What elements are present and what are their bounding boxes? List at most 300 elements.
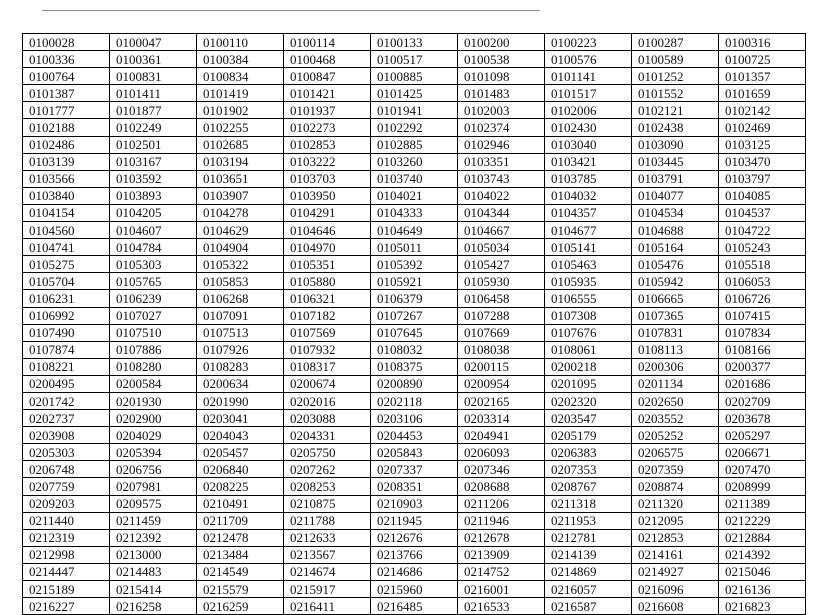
table-cell: 0214686 xyxy=(371,563,458,580)
table-row xyxy=(23,444,806,461)
table-cell: 0212998 xyxy=(23,546,110,563)
table-cell: 0101421 xyxy=(284,85,371,102)
table-cell: 0203908 xyxy=(23,427,110,444)
table-cell: 0211945 xyxy=(371,512,458,529)
table-cell: 0203314 xyxy=(458,410,545,427)
table-cell: 0107932 xyxy=(284,341,371,358)
table-cell: 0209203 xyxy=(23,495,110,512)
table-cell: 0107365 xyxy=(632,307,719,324)
table-cell: 0100847 xyxy=(284,68,371,85)
header-rule xyxy=(42,10,540,11)
table-cell: 0103167 xyxy=(110,153,197,170)
table-cell: 0200674 xyxy=(284,375,371,392)
table-cell: 0213766 xyxy=(371,546,458,563)
table-cell: 0102438 xyxy=(632,119,719,136)
table-cell: 0104291 xyxy=(284,204,371,221)
table-cell: 0206575 xyxy=(632,444,719,461)
table-cell: 0100028 xyxy=(23,34,110,51)
table-row xyxy=(23,51,806,68)
table-cell: 0102121 xyxy=(632,102,719,119)
table-cell: 0216411 xyxy=(284,598,371,615)
table-cell: 0105853 xyxy=(197,273,284,290)
table-cell: 0107669 xyxy=(458,324,545,341)
table-cell: 0102273 xyxy=(284,119,371,136)
table-cell: 0207981 xyxy=(110,478,197,495)
table-cell: 0105704 xyxy=(23,273,110,290)
table-row xyxy=(23,68,806,85)
table-cell: 0201742 xyxy=(23,392,110,409)
table-cell: 0105141 xyxy=(545,239,632,256)
table-cell: 0209575 xyxy=(110,495,197,512)
table-row xyxy=(23,581,806,598)
table-cell: 0104022 xyxy=(458,187,545,204)
table-cell: 0214674 xyxy=(284,563,371,580)
table-cell: 0216136 xyxy=(719,581,806,598)
table-cell: 0207346 xyxy=(458,461,545,478)
table-cell: 0202709 xyxy=(719,392,806,409)
table-cell: 0212319 xyxy=(23,529,110,546)
table-cell: 0211709 xyxy=(197,512,284,529)
table-cell: 0101252 xyxy=(632,68,719,85)
table-cell: 0103703 xyxy=(284,170,371,187)
table-cell: 0214139 xyxy=(545,546,632,563)
table-cell: 0104357 xyxy=(545,204,632,221)
table-cell: 0107926 xyxy=(197,341,284,358)
table-cell: 0204331 xyxy=(284,427,371,444)
table-cell: 0211206 xyxy=(458,495,545,512)
table-cell: 0100517 xyxy=(371,51,458,68)
table-cell: 0102685 xyxy=(197,136,284,153)
table-cell: 0200115 xyxy=(458,358,545,375)
table-cell: 0203547 xyxy=(545,410,632,427)
table-cell: 0107886 xyxy=(110,341,197,358)
table-row xyxy=(23,512,806,529)
table-cell: 0215414 xyxy=(110,581,197,598)
table-cell: 0108317 xyxy=(284,358,371,375)
table-row xyxy=(23,375,806,392)
table-cell: 0104649 xyxy=(371,222,458,239)
table-cell: 0101419 xyxy=(197,85,284,102)
table-cell: 0106726 xyxy=(719,290,806,307)
table-cell: 0204043 xyxy=(197,427,284,444)
table-cell: 0103797 xyxy=(719,170,806,187)
table-cell: 0210491 xyxy=(197,495,284,512)
table-cell: 0104646 xyxy=(284,222,371,239)
table-cell: 0202165 xyxy=(458,392,545,409)
table-row xyxy=(23,170,806,187)
table-cell: 0103351 xyxy=(458,153,545,170)
table-cell: 0214392 xyxy=(719,546,806,563)
table-row xyxy=(23,358,806,375)
table-cell: 0205252 xyxy=(632,427,719,444)
table-cell: 0206748 xyxy=(23,461,110,478)
table-cell: 0216823 xyxy=(719,598,806,615)
table-cell: 0102853 xyxy=(284,136,371,153)
table-cell: 0211389 xyxy=(719,495,806,512)
table-cell: 0108283 xyxy=(197,358,284,375)
table-cell: 0107490 xyxy=(23,324,110,341)
table-cell: 0107569 xyxy=(284,324,371,341)
table-cell: 0201095 xyxy=(545,375,632,392)
table-cell: 0105303 xyxy=(110,256,197,273)
table-cell: 0205394 xyxy=(110,444,197,461)
table-cell: 0100361 xyxy=(110,51,197,68)
table-cell: 0107288 xyxy=(458,307,545,324)
table-cell: 0103840 xyxy=(23,187,110,204)
table-cell: 0215579 xyxy=(197,581,284,598)
table-cell: 0104607 xyxy=(110,222,197,239)
table-cell: 0101141 xyxy=(545,68,632,85)
table-cell: 0213909 xyxy=(458,546,545,563)
table-cell: 0207759 xyxy=(23,478,110,495)
table-cell: 0206756 xyxy=(110,461,197,478)
table-cell: 0210875 xyxy=(284,495,371,512)
table-cell: 0105935 xyxy=(545,273,632,290)
table-cell: 0208688 xyxy=(458,478,545,495)
table-cell: 0104278 xyxy=(197,204,284,221)
number-table-body xyxy=(23,34,806,615)
table-cell: 0208999 xyxy=(719,478,806,495)
table-cell: 0103090 xyxy=(632,136,719,153)
table-row xyxy=(23,427,806,444)
table-cell: 0100316 xyxy=(719,34,806,51)
table-cell: 0203106 xyxy=(371,410,458,427)
table-cell: 0104904 xyxy=(197,239,284,256)
table-cell: 0213000 xyxy=(110,546,197,563)
table-cell: 0214161 xyxy=(632,546,719,563)
table-cell: 0106231 xyxy=(23,290,110,307)
table-cell: 0216533 xyxy=(458,598,545,615)
table-cell: 0107091 xyxy=(197,307,284,324)
table-cell: 0100834 xyxy=(197,68,284,85)
table-cell: 0102142 xyxy=(719,102,806,119)
table-cell: 0103785 xyxy=(545,170,632,187)
table-cell: 0102469 xyxy=(719,119,806,136)
table-cell: 0101777 xyxy=(23,102,110,119)
table-cell: 0205457 xyxy=(197,444,284,461)
table-cell: 0103592 xyxy=(110,170,197,187)
table-cell: 0212781 xyxy=(545,529,632,546)
table-row xyxy=(23,410,806,427)
table-cell: 0214869 xyxy=(545,563,632,580)
table-cell: 0104784 xyxy=(110,239,197,256)
table-cell: 0103470 xyxy=(719,153,806,170)
table-cell: 0205179 xyxy=(545,427,632,444)
table-cell: 0204941 xyxy=(458,427,545,444)
table-cell: 0101357 xyxy=(719,68,806,85)
table-cell: 0101098 xyxy=(458,68,545,85)
table-cell: 0101937 xyxy=(284,102,371,119)
table-cell: 0104344 xyxy=(458,204,545,221)
table-cell: 0103040 xyxy=(545,136,632,153)
table-cell: 0213567 xyxy=(284,546,371,563)
table-cell: 0200218 xyxy=(545,358,632,375)
table-cell: 0216259 xyxy=(197,598,284,615)
table-cell: 0202118 xyxy=(371,392,458,409)
table-cell: 0211320 xyxy=(632,495,719,512)
table-cell: 0205303 xyxy=(23,444,110,461)
table-cell: 0101902 xyxy=(197,102,284,119)
table-cell: 0108221 xyxy=(23,358,110,375)
table-row xyxy=(23,204,806,221)
table-cell: 0104970 xyxy=(284,239,371,256)
table-cell: 0103260 xyxy=(371,153,458,170)
table-cell: 0207337 xyxy=(371,461,458,478)
table-cell: 0206840 xyxy=(197,461,284,478)
table-cell: 0212095 xyxy=(632,512,719,529)
table-cell: 0107645 xyxy=(371,324,458,341)
table-cell: 0216258 xyxy=(110,598,197,615)
table-cell: 0106379 xyxy=(371,290,458,307)
table-cell: 0107831 xyxy=(632,324,719,341)
table-cell: 0100223 xyxy=(545,34,632,51)
table-cell: 0200890 xyxy=(371,375,458,392)
table-cell: 0108113 xyxy=(632,341,719,358)
table-cell: 0106053 xyxy=(719,273,806,290)
table-row xyxy=(23,119,806,136)
table-cell: 0206671 xyxy=(719,444,806,461)
table-cell: 0102255 xyxy=(197,119,284,136)
number-table xyxy=(22,33,806,615)
table-cell: 0104085 xyxy=(719,187,806,204)
table-row xyxy=(23,563,806,580)
table-cell: 0100287 xyxy=(632,34,719,51)
table-cell: 0202737 xyxy=(23,410,110,427)
table-cell: 0204029 xyxy=(110,427,197,444)
table-cell: 0100576 xyxy=(545,51,632,68)
table-cell: 0214752 xyxy=(458,563,545,580)
table-cell: 0211953 xyxy=(545,512,632,529)
table-cell: 0100110 xyxy=(197,34,284,51)
table-cell: 0207262 xyxy=(284,461,371,478)
table-cell: 0216096 xyxy=(632,581,719,598)
table-cell: 0106992 xyxy=(23,307,110,324)
table-cell: 0101552 xyxy=(632,85,719,102)
table-cell: 0105930 xyxy=(458,273,545,290)
table-cell: 0104741 xyxy=(23,239,110,256)
table-cell: 0215917 xyxy=(284,581,371,598)
table-cell: 0104205 xyxy=(110,204,197,221)
table-cell: 0101517 xyxy=(545,85,632,102)
table-cell: 0215046 xyxy=(719,563,806,580)
table-row xyxy=(23,598,806,615)
table-cell: 0100384 xyxy=(197,51,284,68)
table-cell: 0104032 xyxy=(545,187,632,204)
table-cell: 0108032 xyxy=(371,341,458,358)
table-cell: 0105427 xyxy=(458,256,545,273)
table-cell: 0103743 xyxy=(458,170,545,187)
table-cell: 0201686 xyxy=(719,375,806,392)
table-cell: 0216608 xyxy=(632,598,719,615)
table-cell: 0212678 xyxy=(458,529,545,546)
table-cell: 0207353 xyxy=(545,461,632,478)
table-cell: 0108375 xyxy=(371,358,458,375)
table-row xyxy=(23,85,806,102)
table-cell: 0103791 xyxy=(632,170,719,187)
table-cell: 0105164 xyxy=(632,239,719,256)
table-cell: 0105011 xyxy=(371,239,458,256)
table-cell: 0100133 xyxy=(371,34,458,51)
table-cell: 0102249 xyxy=(110,119,197,136)
table-cell: 0104667 xyxy=(458,222,545,239)
table-cell: 0102292 xyxy=(371,119,458,136)
table-cell: 0108038 xyxy=(458,341,545,358)
table-cell: 0100200 xyxy=(458,34,545,51)
table-cell: 0212478 xyxy=(197,529,284,546)
table-cell: 0108280 xyxy=(110,358,197,375)
table-cell: 0104722 xyxy=(719,222,806,239)
table-row xyxy=(23,102,806,119)
table-cell: 0105463 xyxy=(545,256,632,273)
table-cell: 0107834 xyxy=(719,324,806,341)
table-cell: 0107027 xyxy=(110,307,197,324)
table-cell: 0102885 xyxy=(371,136,458,153)
table-cell: 0101941 xyxy=(371,102,458,119)
table-cell: 0104629 xyxy=(197,222,284,239)
table-cell: 0208874 xyxy=(632,478,719,495)
table-cell: 0103139 xyxy=(23,153,110,170)
table-row xyxy=(23,546,806,563)
table-cell: 0201930 xyxy=(110,392,197,409)
table-cell: 0216587 xyxy=(545,598,632,615)
table-cell: 0105275 xyxy=(23,256,110,273)
table-cell: 0103566 xyxy=(23,170,110,187)
table-cell: 0105034 xyxy=(458,239,545,256)
table-cell: 0100468 xyxy=(284,51,371,68)
table-cell: 0214927 xyxy=(632,563,719,580)
table-row xyxy=(23,290,806,307)
table-cell: 0212633 xyxy=(284,529,371,546)
table-cell: 0105392 xyxy=(371,256,458,273)
table-cell: 0100336 xyxy=(23,51,110,68)
table-cell: 0214549 xyxy=(197,563,284,580)
table-cell: 0211318 xyxy=(545,495,632,512)
table-cell: 0104333 xyxy=(371,204,458,221)
table-cell: 0105880 xyxy=(284,273,371,290)
table-cell: 0100538 xyxy=(458,51,545,68)
table-cell: 0214447 xyxy=(23,563,110,580)
table-cell: 0206383 xyxy=(545,444,632,461)
table-cell: 0105322 xyxy=(197,256,284,273)
table-cell: 0101425 xyxy=(371,85,458,102)
table-cell: 0211946 xyxy=(458,512,545,529)
table-cell: 0102188 xyxy=(23,119,110,136)
table-cell: 0104534 xyxy=(632,204,719,221)
table-cell: 0212676 xyxy=(371,529,458,546)
table-cell: 0100114 xyxy=(284,34,371,51)
table-cell: 0100725 xyxy=(719,51,806,68)
table-cell: 0212392 xyxy=(110,529,197,546)
table-cell: 0106321 xyxy=(284,290,371,307)
table-cell: 0107182 xyxy=(284,307,371,324)
table-cell: 0107676 xyxy=(545,324,632,341)
table-row xyxy=(23,478,806,495)
table-cell: 0106665 xyxy=(632,290,719,307)
table-cell: 0104537 xyxy=(719,204,806,221)
table-cell: 0103950 xyxy=(284,187,371,204)
table-cell: 0202016 xyxy=(284,392,371,409)
table-cell: 0215960 xyxy=(371,581,458,598)
table-cell: 0101659 xyxy=(719,85,806,102)
table-cell: 0104154 xyxy=(23,204,110,221)
table-cell: 0208225 xyxy=(197,478,284,495)
table-cell: 0203088 xyxy=(284,410,371,427)
table-row xyxy=(23,392,806,409)
table-cell: 0216485 xyxy=(371,598,458,615)
table-cell: 0108061 xyxy=(545,341,632,358)
table-cell: 0108166 xyxy=(719,341,806,358)
table-cell: 0216057 xyxy=(545,581,632,598)
table-cell: 0215189 xyxy=(23,581,110,598)
table-cell: 0107415 xyxy=(719,307,806,324)
table-cell: 0101483 xyxy=(458,85,545,102)
table-row xyxy=(23,324,806,341)
table-cell: 0100764 xyxy=(23,68,110,85)
table-cell: 0104077 xyxy=(632,187,719,204)
table-row xyxy=(23,34,806,51)
table-cell: 0205843 xyxy=(371,444,458,461)
table-cell: 0103893 xyxy=(110,187,197,204)
table-cell: 0200495 xyxy=(23,375,110,392)
table-cell: 0203041 xyxy=(197,410,284,427)
table-cell: 0106458 xyxy=(458,290,545,307)
table-cell: 0101877 xyxy=(110,102,197,119)
table-cell: 0212853 xyxy=(632,529,719,546)
table-cell: 0208253 xyxy=(284,478,371,495)
table-cell: 0106268 xyxy=(197,290,284,307)
table-cell: 0207359 xyxy=(632,461,719,478)
table-cell: 0102486 xyxy=(23,136,110,153)
table-cell: 0201990 xyxy=(197,392,284,409)
table-cell: 0103740 xyxy=(371,170,458,187)
table-cell: 0212229 xyxy=(719,512,806,529)
table-cell: 0105765 xyxy=(110,273,197,290)
table-cell: 0216227 xyxy=(23,598,110,615)
table-cell: 0100589 xyxy=(632,51,719,68)
table-cell: 0104021 xyxy=(371,187,458,204)
table-cell: 0107267 xyxy=(371,307,458,324)
table-cell: 0107874 xyxy=(23,341,110,358)
table-cell: 0103651 xyxy=(197,170,284,187)
table-cell: 0101387 xyxy=(23,85,110,102)
table-cell: 0202320 xyxy=(545,392,632,409)
table-cell: 0207470 xyxy=(719,461,806,478)
table-cell: 0103194 xyxy=(197,153,284,170)
table-cell: 0213484 xyxy=(197,546,284,563)
table-cell: 0104677 xyxy=(545,222,632,239)
table-row xyxy=(23,222,806,239)
table-cell: 0205297 xyxy=(719,427,806,444)
table-cell: 0104688 xyxy=(632,222,719,239)
table-cell: 0105942 xyxy=(632,273,719,290)
table-cell: 0102374 xyxy=(458,119,545,136)
table-cell: 0103222 xyxy=(284,153,371,170)
table-cell: 0100885 xyxy=(371,68,458,85)
table-cell: 0102430 xyxy=(545,119,632,136)
table-cell: 0211788 xyxy=(284,512,371,529)
table-cell: 0102946 xyxy=(458,136,545,153)
table-cell: 0204453 xyxy=(371,427,458,444)
table-row xyxy=(23,529,806,546)
table-cell: 0205750 xyxy=(284,444,371,461)
table-row xyxy=(23,307,806,324)
table-cell: 0103445 xyxy=(632,153,719,170)
table-cell: 0105921 xyxy=(371,273,458,290)
table-cell: 0107513 xyxy=(197,324,284,341)
table-cell: 0106555 xyxy=(545,290,632,307)
table-row xyxy=(23,153,806,170)
table-cell: 0102006 xyxy=(545,102,632,119)
